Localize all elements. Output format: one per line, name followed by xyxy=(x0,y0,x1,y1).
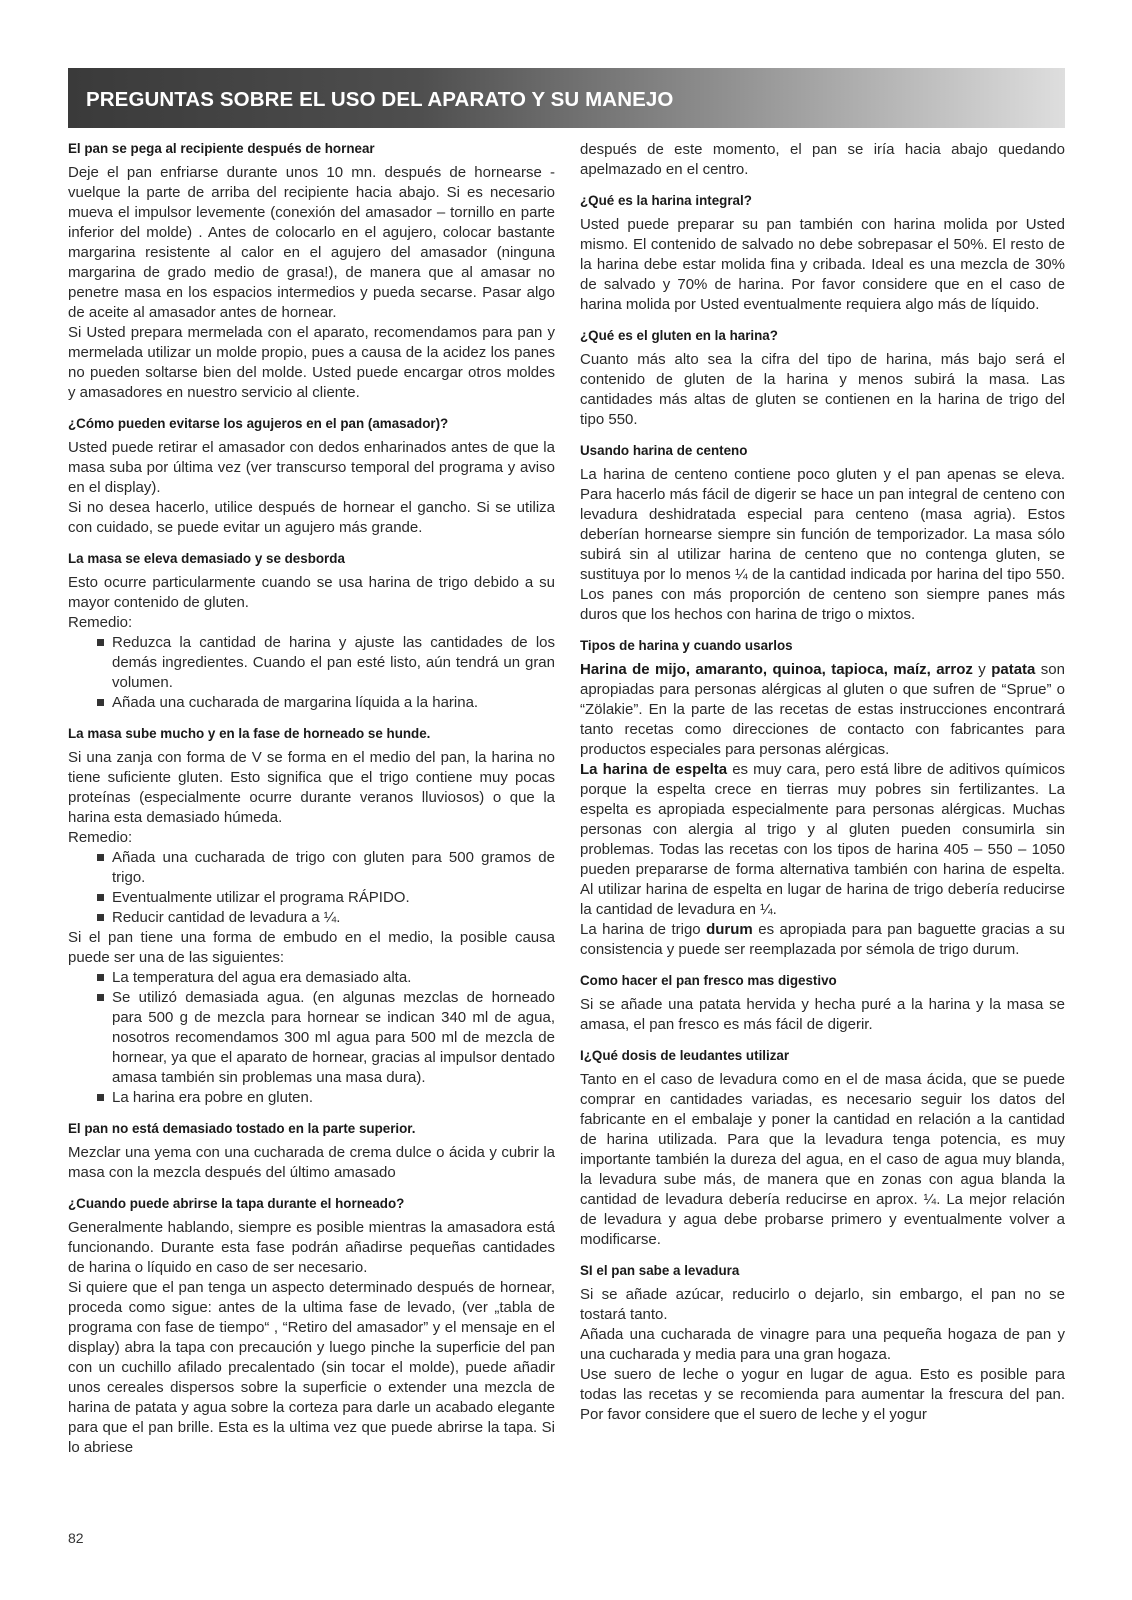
bullet-list xyxy=(68,848,555,928)
section-continuation xyxy=(580,140,1065,180)
paragraph: Mezclar una yema con una cucharada de crema dulce o ácida y cubrir la masa con la mezcla después del último amasado xyxy=(68,1144,555,1181)
paragraph: Remedio: xyxy=(68,829,133,846)
paragraph: Use suero de leche o yogur en lugar de agua. Esto es posible para todas las recetas y se recomienda para aumentar la frescura del pan. Por favor considere que el suero de leche y el yogur xyxy=(580,1366,1065,1423)
section-heading: ¿Qué es el gluten en la harina? xyxy=(580,328,778,343)
bold-text: La harina de espelta xyxy=(580,761,728,778)
text: es muy cara, pero está libre de aditivos químicos porque la espelta crece en tierras muy pobres sin fertilizantes. La espelta es apropiada especialmente para personas alérgicas. Muchas personas con alergia al trigo y al gluten pueden consumirla sin problemas. Todas las recetas con los tipos de harina 405 – 550 – 1050 pueden prepararse de forma alternativa también con harina de espelta. Al utilizar harina de espelta en lugar de harina de trigo debería reducirse la cantidad de levadura en ¼. xyxy=(580,761,1065,918)
paragraph: Usted puede preparar su pan también con harina molida por Usted mismo. El contenido de salvado no debe sobrepasar el 50%. El resto de la harina debe estar molida fina y cribada. Ideal es una mezcla de 30% de salvado y 70% de harina. Por favor considere que en el caso de harina molida por Usted eventualmente requiera algo más de líquido. xyxy=(580,216,1065,313)
section-tipos-harina xyxy=(580,637,1065,960)
text: es apropiada para pan baguette gracias a su consistencia y puede ser reemplazada por sémola de trigo durum. xyxy=(580,921,1065,958)
section-heading: Usando harina de centeno xyxy=(580,443,748,458)
page-number: 82 xyxy=(68,1530,84,1546)
section-heading: El pan se pega al recipiente después de hornear xyxy=(68,141,375,156)
section-heading: ¿Qué es la harina integral? xyxy=(580,193,752,208)
paragraph xyxy=(580,760,1065,920)
section-heading: La masa se eleva demasiado y se desborda xyxy=(68,551,345,566)
paragraph: Cuanto más alto sea la cifra del tipo de harina, más bajo será el contenido de gluten de la harina y menos subirá la masa. Las cantidades más altas de gluten se contienen en la harina de trigo del tipo 550. xyxy=(580,351,1065,428)
section-header-bar xyxy=(68,68,1065,128)
section-gluten xyxy=(580,327,1065,430)
section-heading: ¿Cuando puede abrirse la tapa durante el horneado? xyxy=(68,1196,405,1211)
section-pan-se-pega xyxy=(68,140,555,403)
section-masa-se-hunde xyxy=(68,725,555,1108)
section-pan-digestivo xyxy=(580,972,1065,1035)
bold-text: patata xyxy=(991,661,1036,678)
section-heading: Como hacer el pan fresco mas digestivo xyxy=(580,973,837,988)
bold-text: durum xyxy=(706,921,753,938)
text: son apropiadas para personas alérgicas al gluten o que sufren de “Sprue” o “Zölakie”. En la parte de las recetas de estas instrucciones encontrará tanto recetas como direcciones de contacto con fabricantes para productos especiales para personas alérgicas. xyxy=(580,661,1065,758)
section-sabe-levadura xyxy=(580,1262,1065,1425)
list-item: Se utilizó demasiada agua. (en algunas mezclas de horneado para 500 g de mezcla para hornear se indican 340 ml de agua, nosotros recomendamos 300 ml agua para 500 ml de mezcla de hornear, ya que el aparato de hornear, gracias al impulsor dentado amasa también sin problemas una masa dura). xyxy=(97,988,555,1088)
list-item: La harina era pobre en gluten. xyxy=(97,1088,555,1108)
right-column xyxy=(580,140,1065,1437)
bullet-list xyxy=(68,968,555,1108)
section-heading: Tipos de harina y cuando usarlos xyxy=(580,638,793,653)
section-heading: I¿Qué dosis de leudantes utilizar xyxy=(580,1048,790,1063)
section-leudantes xyxy=(580,1047,1065,1250)
list-item: La temperatura del agua era demasiado alta. xyxy=(97,968,555,988)
section-harina-integral xyxy=(580,192,1065,315)
paragraph: La harina de centeno contiene poco gluten y el pan apenas se eleva. Para hacerlo más fácil de digerir se hace un pan integral de centeno con levadura deshidratada especial para centeno (masa agria). Estos deberían hornearse siempre sin función de temporizador. La masa sólo subirá sin al utilizar harina de centeno que no contenga gluten, se sustituya por lo menos ¼ de la cantidad indicada por harina del tipo 550. Los panes con más proporción de centeno son siempre panes más duros que los hechos con harina de trigo o mixtos. xyxy=(580,466,1065,623)
list-item: Reduzca la cantidad de harina y ajuste las cantidades de los demás ingredientes. Cuando el pan esté listo, aún tendrá un gran volumen. xyxy=(97,633,555,693)
paragraph: Si se añade una patata hervida y hecha puré a la harina y la masa se amasa, el pan fresco es más fácil de digerir. xyxy=(580,996,1065,1033)
list-item: Reducir cantidad de levadura a ¼. xyxy=(97,908,555,928)
paragraph: Añada una cucharada de vinagre para una pequeña hogaza de pan y una cucharada y media para una gran hogaza. xyxy=(580,1326,1065,1363)
section-heading: La masa sube mucho y en la fase de horneado se hunde. xyxy=(68,726,431,741)
paragraph: Si una zanja con forma de V se forma en el medio del pan, la harina no tiene suficiente gluten. Esto significa que el trigo contiene muy pocas proteínas (especialmente ocurre durante veranos lluviosos) o que la harina esta demasiado húmeda. xyxy=(68,749,555,826)
paragraph xyxy=(580,660,1065,760)
paragraph: Remedio: xyxy=(68,614,133,631)
text: y xyxy=(972,661,992,678)
paragraph: Usted puede retirar el amasador con dedos enharinados antes de que la masa suba por última vez (ver transcurso temporal del programa y aviso en el display). xyxy=(68,439,555,496)
paragraph: Si se añade azúcar, reducirlo o dejarlo, sin embargo, el pan no se tostará tanto. xyxy=(580,1286,1065,1323)
section-centeno xyxy=(580,442,1065,625)
list-item: Eventualmente utilizar el programa RÁPIDO. xyxy=(97,888,555,908)
section-agujeros xyxy=(68,415,555,538)
paragraph: Generalmente hablando, siempre es posible mientras la amasadora está funcionando. Durante esta fase podrán añadirse pequeñas cantidades de harina o líquido en caso de ser necesario. xyxy=(68,1219,555,1276)
bold-text: Harina de mijo, amaranto, quinoa, tapioca, maíz, arroz xyxy=(580,661,973,678)
page-title: PREGUNTAS SOBRE EL USO DEL APARATO Y SU MANEJO xyxy=(86,88,674,111)
paragraph: Si el pan tiene una forma de embudo en el medio, la posible causa puede ser una de las siguientes: xyxy=(68,929,555,966)
section-masa-desborda xyxy=(68,550,555,713)
section-heading: SI el pan sabe a levadura xyxy=(580,1263,740,1278)
text: La harina de trigo xyxy=(580,921,707,938)
bullet-list xyxy=(68,633,555,713)
list-item: Añada una cucharada de trigo con gluten para 500 gramos de trigo. xyxy=(97,848,555,888)
left-column xyxy=(68,140,555,1470)
paragraph: Si no desea hacerlo, utilice después de hornear el gancho. Si se utiliza con cuidado, se puede evitar un agujero más grande. xyxy=(68,499,555,536)
section-abrir-tapa xyxy=(68,1195,555,1458)
section-tostado xyxy=(68,1120,555,1183)
paragraph: Deje el pan enfriarse durante unos 10 mn. después de hornearse - vuelque la parte de arriba del recipiente hacia abajo. Si es necesario mueva el impulsor levemente (conexión del amasador – tornillo en parte inferior del molde) . Antes de colocarlo en el agujero, colocar bastante margarina resistente al calor en el agujero del amasador (ninguna margarina de grado medio de grasa!), de manera que al amasar no penetre masa en los espacios intermedios y pueda secarse. Pasar algo de aceite al amasador antes de hornear. xyxy=(68,164,555,321)
paragraph: Si Usted prepara mermelada con el aparato, recomendamos para pan y mermelada utilizar un molde propio, pues a causa de la acidez los panes no pueden soltarse bien del molde. Usted puede encargar otros moldes y amasadores en nuestro servicio al cliente. xyxy=(68,324,555,401)
paragraph: Si quiere que el pan tenga un aspecto determinado después de hornear, proceda como sigue: antes de la ultima fase de levado, (ver „tabla de programa con fase de tiempo“ , “Retiro del amasador” y el mensaje en el display) abra la tapa con precaución y luego pinche la superficie del pan con un cuchillo afilado precalentado (sin tocar el molde), puede añadir unos cereales dispersos sobre la superficie o extender una mezcla de harina de patata y agua sobre la corteza para darle un acabado elegante para que el pan brille. Esta es la ultima vez que puede abrirse la tapa. Si lo abriese xyxy=(68,1279,555,1456)
section-heading: El pan no está demasiado tostado en la parte superior. xyxy=(68,1121,416,1136)
paragraph xyxy=(580,920,1065,960)
section-heading: ¿Cómo pueden evitarse los agujeros en el pan (amasador)? xyxy=(68,416,449,431)
paragraph: Esto ocurre particularmente cuando se usa harina de trigo debido a su mayor contenido de gluten. xyxy=(68,574,555,611)
paragraph: Tanto en el caso de levadura como en el de masa ácida, que se puede comprar en cantidades variadas, es necesario seguir los datos del fabricante en el embalaje y poner la cantidad en relación a la cantidad de harina utilizada. Para que la levadura tenga potencia, es muy importante también la dureza del agua, en el caso de agua muy blanda, la levadura sube más, de manera que en zonas con agua blanda la cantidad de levadura debería reducirse en aprox. ¼. La mejor relación de levadura y agua debe probarse primero y eventualmente volver a modificarse. xyxy=(580,1071,1065,1248)
list-item: Añada una cucharada de margarina líquida a la harina. xyxy=(97,693,555,713)
paragraph: después de este momento, el pan se iría hacia abajo quedando apelmazado en el centro. xyxy=(580,141,1065,178)
